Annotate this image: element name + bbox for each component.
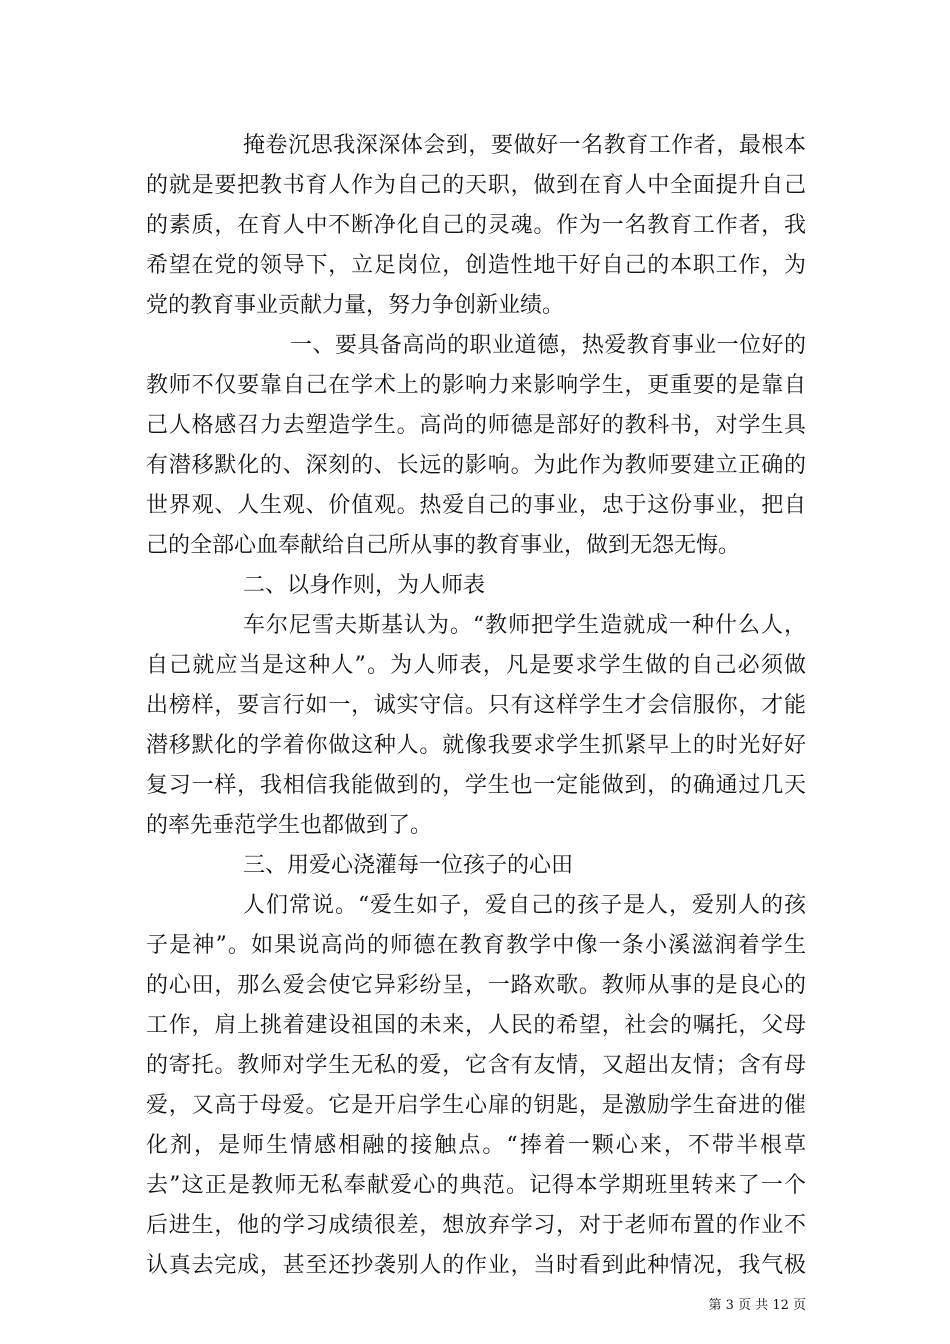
text-line: 的就是要把教书育人作为自己的天职，做到在育人中全面提升自己 <box>146 173 806 198</box>
section-heading-3: 三、用爱心浇灌每一位孩子的心田 <box>243 853 574 878</box>
text-line: 己的全部心血奉献给自己所从事的教育事业，做到无怨无悔。 <box>146 533 741 558</box>
text-line: 工作，肩上挑着建设祖国的未来，人民的希望，社会的嘱托，父母 <box>146 1013 806 1038</box>
text-line: 世界观、人生观、价值观。热爱自己的事业，忠于这份事业，把自 <box>146 493 806 518</box>
text-line: 己人格感召力去塑造学生。高尚的师德是部好的教科书，对学生具 <box>146 413 806 438</box>
text-line: 教师不仅要靠自己在学术上的影响力来影响学生，更重要的是靠自 <box>146 373 806 398</box>
text-line: 车尔尼雪夫斯基认为。“教师把学生造就成一种什么人， <box>243 613 806 638</box>
text-line: 子是神”。如果说高尚的师德在教育教学中像一条小溪滋润着学生 <box>146 933 806 958</box>
text-line: 后进生，他的学习成绩很差，想放弃学习，对于老师布置的作业不 <box>146 1213 806 1238</box>
text-line: 自己就应当是这种人”。为人师表，凡是要求学生做的自己必须做 <box>146 653 806 678</box>
text-line: 复习一样，我相信我能做到的，学生也一定能做到，的确通过几天 <box>146 773 806 798</box>
text-line: 人们常说。“爱生如子，爱自己的孩子是人，爱别人的孩 <box>243 893 806 918</box>
text-line: 希望在党的领导下，立足岗位，创造性地干好自己的本职工作，为 <box>146 253 806 278</box>
text-line: 的率先垂范学生也都做到了。 <box>146 813 433 838</box>
text-line: 有潜移默化的、深刻的、长远的影响。为此作为教师要建立正确的 <box>146 453 806 478</box>
text-line: 的心田，那么爱会使它异彩纷呈，一路欢歌。教师从事的是良心的 <box>146 973 806 998</box>
text-line: 认真去完成，甚至还抄袭别人的作业，当时看到此种情况，我气极 <box>146 1253 806 1278</box>
text-line: 党的教育事业贡献力量，努力争创新业绩。 <box>146 293 565 318</box>
text-line: 的素质，在育人中不断净化自己的灵魂。作为一名教育工作者，我 <box>146 213 806 238</box>
page-number: 第 3 页 共 12 页 <box>708 1298 806 1313</box>
text-line: 爱，又高于母爱。它是开启学生心扉的钥匙，是激励学生奋进的催 <box>146 1093 806 1118</box>
text-line: 掩卷沉思我深深体会到，要做好一名教育工作者，最根本 <box>243 133 806 158</box>
section-heading-1: 一、要具备高尚的职业道德，热爱教育事业一位好的 <box>290 333 806 358</box>
text-line: 化剂，是师生情感相融的接触点。“捧着一颗心来，不带半根草 <box>146 1133 806 1158</box>
section-heading-2: 二、以身作则，为人师表 <box>243 573 486 598</box>
text-line: 去”这正是教师无私奉献爱心的典范。记得本学期班里转来了一个 <box>146 1173 806 1198</box>
text-line: 出榜样，要言行如一，诚实守信。只有这样学生才会信服你，才能 <box>146 693 806 718</box>
text-line: 的寄托。教师对学生无私的爱，它含有友情，又超出友情；含有母 <box>146 1053 806 1078</box>
text-line: 潜移默化的学着你做这种人。就像我要求学生抓紧早上的时光好好 <box>146 733 806 758</box>
